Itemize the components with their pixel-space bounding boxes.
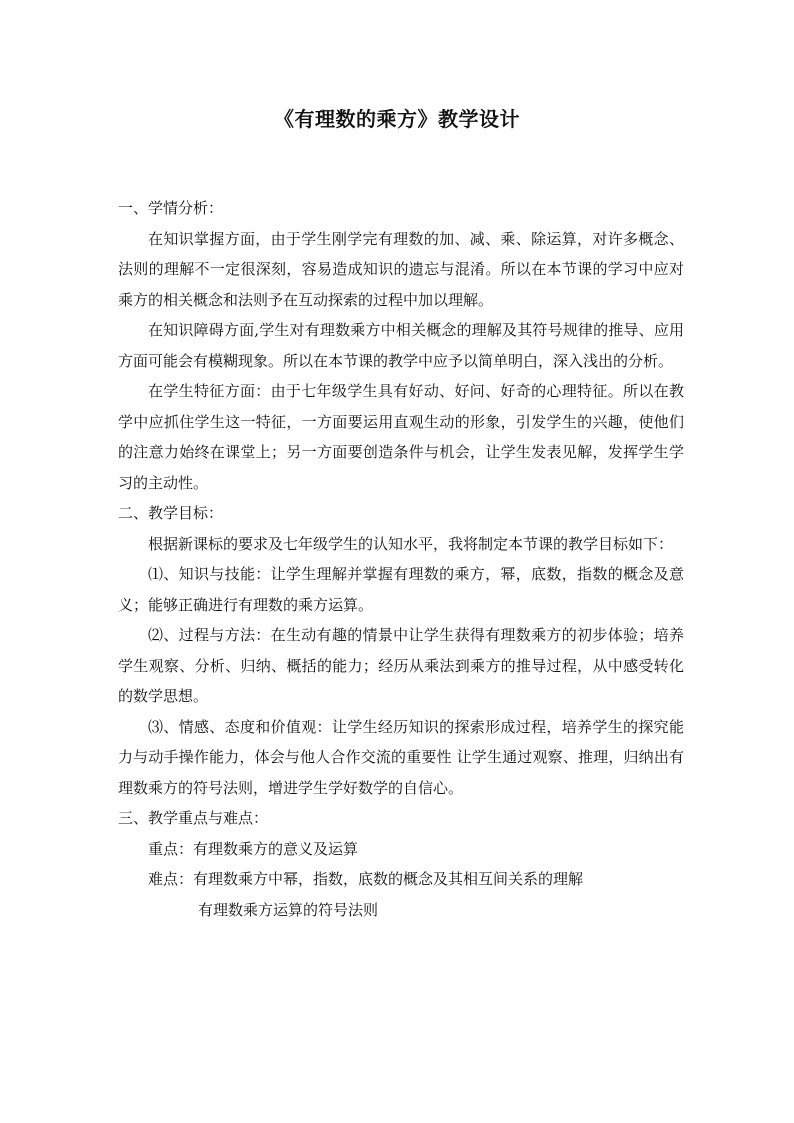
paragraph-student-traits: 在学生特征方面：由于七年级学生具有好动、好问、好奇的心理特征。所以在教学中应抓住学生这一特征，一方面要运用直观生动的形象，引发学生的兴趣，使他们的注意力始终在课堂上；另一方面要创造条件与机会，让学生发表见解，发挥学生学习的主动性。 [118,382,684,492]
section-heading-1: 一、学情分析： [118,199,224,217]
section-heading-2: 二、教学目标： [118,504,224,522]
goal-process-methods: ⑵、过程与方法：在生动有趣的情景中让学生获得有理数乘方的初步体验；培养学生观察、分析、归纳、概括的能力；经历从乘法到乘方的推导过程，从中感受转化的数学思想。 [118,626,684,705]
goal-knowledge-skills: ⑴、知识与技能：让学生理解并掌握有理数的乘方，幂，底数，指数的概念及意义；能够正确进行有理数的乘方运算。 [118,565,684,614]
difficulty-line: 难点：有理数乘方中幂，指数，底数的概念及其相互间关系的理解 [148,870,584,888]
difficulty-line-2: 有理数乘方运算的符号法则 [198,900,379,919]
document-title: 《有理数的乘方》教学设计 [274,107,520,131]
goal-emotion-attitude: ⑶、情感、态度和价值观：让学生经历知识的探索形成过程，培养学生的探究能力与动手操作能力，体会与他人合作交流的重要性 让学生通过观察、推理，归纳出有理数乘方的符号法则，增进学生学好数学的自信心。 [118,717,684,797]
paragraph-knowledge-obstacles: 在知识障碍方面,学生对有理数乘方中相关概念的理解及其符号规律的推导、应用方面可能会有模糊现象。所以在本节课的教学中应予以简单明白，深入浅出的分析。 [118,321,684,370]
section-heading-3: 三、教学重点与难点： [118,809,269,827]
document-body [118,193,684,925]
paragraph-knowledge-mastery: 在知识掌握方面，由于学生刚学完有理数的加、减、乘、除运算，对许多概念、法则的理解不一定很深刻，容易造成知识的遗忘与混淆。所以在本节课的学习中应对乘方的相关概念和法则予在互动探索的过程中加以理解。 [118,229,684,309]
key-point-line: 重点：有理数乘方的意义及运算 [148,839,359,858]
paragraph-goals-intro: 根据新课标的要求及七年级学生的认知水平，我将制定本节课的教学目标如下： [148,534,674,553]
